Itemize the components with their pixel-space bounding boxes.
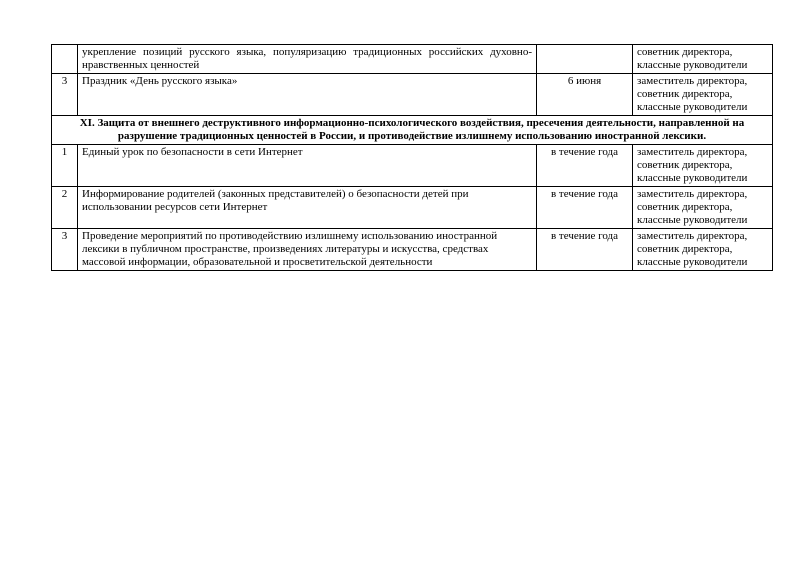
- activity-cell: Информирование родителей (законных представителей) о безопасности детей при использовании ресурсов сети Интернет: [78, 187, 537, 229]
- activity-cell: укрепление позиций русского языка, популяризацию традиционных российских духовно-нравственных ценностей: [78, 45, 537, 74]
- activity-cell: Проведение мероприятий по противодействию излишнему использованию иностранной лексики в публичном пространстве, произведениях литературы и искусства, средствах массовой информации, образовательной и просветительской деятельности: [78, 229, 537, 271]
- row-number-cell: 1: [52, 145, 78, 187]
- table-row: [52, 229, 773, 271]
- row-number-cell: [52, 45, 78, 74]
- table-row: [52, 145, 773, 187]
- row-number-cell: 3: [52, 229, 78, 271]
- date-cell: [537, 45, 633, 74]
- date-cell: в течение года: [537, 187, 633, 229]
- responsible-cell: заместитель директора, советник директора, классные руководители: [633, 145, 773, 187]
- activity-plan-table: [51, 44, 773, 271]
- responsible-cell: советник директора, классные руководители: [633, 45, 773, 74]
- responsible-cell: заместитель директора, советник директора, классные руководители: [633, 74, 773, 116]
- activity-cell: Единый урок по безопасности в сети Интернет: [78, 145, 537, 187]
- table-row-continuation: [52, 45, 773, 74]
- date-cell: в течение года: [537, 229, 633, 271]
- responsible-cell: заместитель директора, советник директора, классные руководители: [633, 229, 773, 271]
- date-cell: в течение года: [537, 145, 633, 187]
- responsible-cell: заместитель директора, советник директора, классные руководители: [633, 187, 773, 229]
- row-number-cell: 2: [52, 187, 78, 229]
- table-row: [52, 74, 773, 116]
- section-header-row: [52, 116, 773, 145]
- row-number-cell: 3: [52, 74, 78, 116]
- table-row: [52, 187, 773, 229]
- activity-cell: Праздник «День русского языка»: [78, 74, 537, 116]
- date-cell: 6 июня: [537, 74, 633, 116]
- section-header: XI. Защита от внешнего деструктивного информационно-психологического воздействия, пресечения деятельности, направленной на разрушение традиционных ценностей в России, и противодействие излишнему использованию иностранной лексики.: [52, 116, 773, 145]
